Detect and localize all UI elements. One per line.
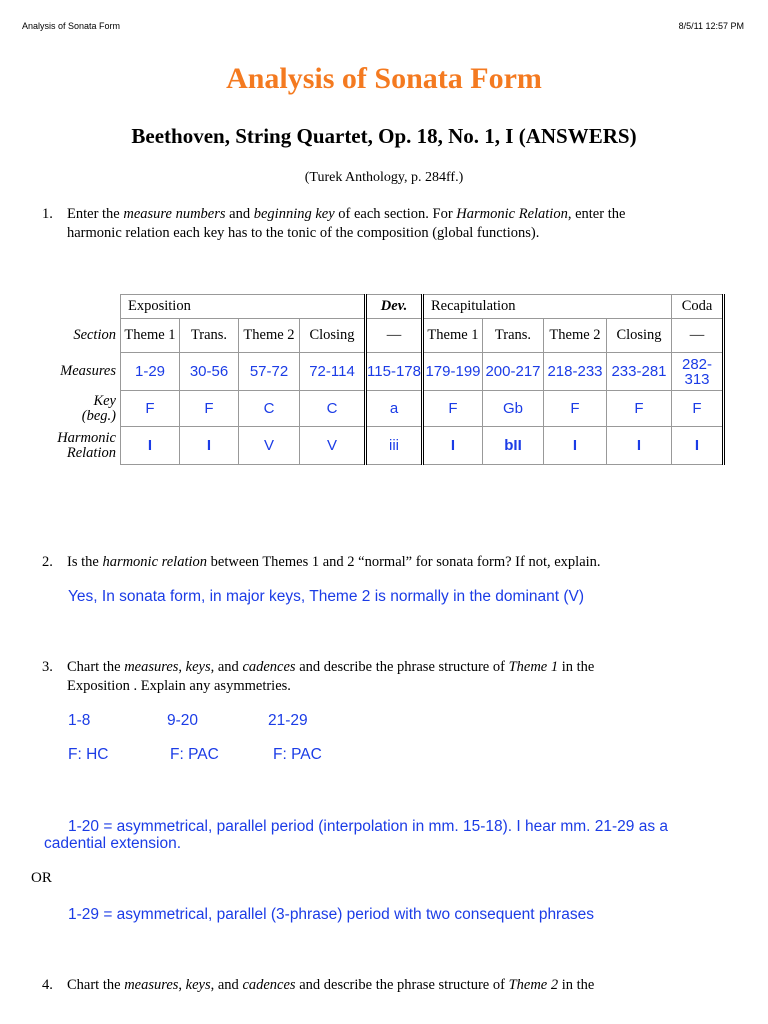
q1-text-0: Enter the <box>67 206 124 222</box>
row-label-measures: Measures <box>60 363 116 379</box>
key-cell: F <box>180 391 239 427</box>
q4-text-6: and describe the phrase structure of <box>295 977 509 993</box>
q4-text-1: measures <box>124 977 179 993</box>
group-exposition: Exposition <box>121 295 366 319</box>
q3-answer-b: 1-29 = asymmetrical, parallel (3-phrase) period with two consequent phrases <box>68 906 594 923</box>
section-cell: Theme 2 <box>544 319 607 353</box>
q4-text-5: cadences <box>242 977 296 993</box>
measures-cell: 72-114 <box>300 353 366 391</box>
key-cell: F <box>607 391 672 427</box>
q3-text-8: in the <box>558 659 595 675</box>
q4-text-0: Chart the <box>67 977 125 993</box>
q3-measure-3: 21-29 <box>268 712 308 729</box>
q1-text-line2: harmonic relation each key has to the tonic of the composition (global functions). <box>67 225 540 241</box>
key-cell: C <box>300 391 366 427</box>
section-cell: Closing <box>607 319 672 353</box>
row-label-key: Key (beg.) <box>81 392 116 424</box>
question-2 <box>42 553 601 572</box>
question-2-number: 2. <box>42 554 53 570</box>
group-development: Dev. <box>366 295 423 319</box>
or-label: OR <box>31 870 52 886</box>
key-cell: F <box>423 391 483 427</box>
key-cell: a <box>366 391 423 427</box>
harmonic-cell: V <box>239 427 300 465</box>
measures-cell: 1-29 <box>121 353 180 391</box>
q1-text-1: measure numbers <box>123 206 226 222</box>
measures-cell: 57-72 <box>239 353 300 391</box>
section-cell: — <box>672 319 724 353</box>
q3-measure-1: 1-8 <box>68 712 91 729</box>
header-doc-title: Analysis of Sonata Form <box>22 21 121 31</box>
key-cell: F <box>121 391 180 427</box>
harmonic-cell: I <box>180 427 239 465</box>
q3-cadence-2: F: PAC <box>170 746 219 763</box>
section-cell: Theme 1 <box>423 319 483 353</box>
q2-text-2: between Themes 1 and 2 “normal” for sonata form? If not, explain. <box>207 554 601 570</box>
harmonic-cell: iii <box>366 427 423 465</box>
question-4-number: 4. <box>42 977 53 993</box>
section-cell: — <box>366 319 423 353</box>
harmonic-cell: I <box>121 427 180 465</box>
harmonic-cell: bII <box>483 427 544 465</box>
q1-text-3: beginning key <box>253 206 335 222</box>
question-3 <box>42 658 594 696</box>
group-recapitulation: Recapitulation <box>423 295 672 319</box>
q3-text-7: Theme 1 <box>508 659 559 675</box>
key-cell: C <box>239 391 300 427</box>
anthology-reference: (Turek Anthology, p. 284ff.) <box>304 170 464 185</box>
section-cell: Trans. <box>483 319 544 353</box>
q3-text-4: , and <box>210 659 243 675</box>
q4-text-8: in the <box>558 977 595 993</box>
q2-answer: Yes, In sonata form, in major keys, Theme 2 is normally in the dominant (V) <box>68 588 585 605</box>
q4-text-4: , and <box>210 977 243 993</box>
group-coda: Coda <box>672 295 724 319</box>
sonata-form-table <box>38 294 731 465</box>
question-1-number: 1. <box>42 206 53 222</box>
section-cell: Theme 2 <box>239 319 300 353</box>
q3-answer-a-line2: cadential extension. <box>44 835 182 852</box>
q4-text-7: Theme 2 <box>508 977 559 993</box>
q4-text-2: , <box>178 977 186 993</box>
question-1 <box>42 205 625 243</box>
q1-text-2: and <box>225 206 254 222</box>
q2-text-0: Is the <box>67 554 103 570</box>
q3-text-0: Chart the <box>67 659 125 675</box>
measures-cell: 282-313 <box>672 353 724 391</box>
measures-cell: 218-233 <box>544 353 607 391</box>
q2-text-1: harmonic relation <box>102 554 208 570</box>
q1-text-5: Harmonic Relation <box>456 206 568 222</box>
measures-cell: 200-217 <box>483 353 544 391</box>
q3-cadence-1: F: HC <box>68 746 109 763</box>
key-cell: F <box>672 391 724 427</box>
q3-text-2: , <box>178 659 186 675</box>
q3-text-6: and describe the phrase structure of <box>295 659 509 675</box>
key-cell: Gb <box>483 391 544 427</box>
question-4 <box>42 976 594 995</box>
q3-text-1: measures <box>124 659 179 675</box>
q3-measure-2: 9-20 <box>167 712 199 729</box>
q4-text-3: keys <box>185 977 211 993</box>
measures-cell: 179-199 <box>423 353 483 391</box>
row-label-harmonic: Harmonic Relation <box>57 429 116 461</box>
harmonic-cell: I <box>544 427 607 465</box>
q3-cadence-3: F: PAC <box>273 746 322 763</box>
harmonic-cell: I <box>607 427 672 465</box>
q3-text-line2: Exposition . Explain any asymmetries. <box>67 678 291 694</box>
section-cell: Theme 1 <box>121 319 180 353</box>
q1-text-6: , enter the <box>567 206 626 222</box>
harmonic-cell: I <box>423 427 483 465</box>
q1-text-4: of each section. For <box>334 206 457 222</box>
measures-cell: 115-178 <box>366 353 423 391</box>
q3-answer-a-line1: 1-20 = asymmetrical, parallel period (interpolation in mm. 15-18). I hear mm. 21-29 as a <box>68 818 669 835</box>
question-3-number: 3. <box>42 659 53 675</box>
measures-cell: 30-56 <box>180 353 239 391</box>
q3-text-5: cadences <box>242 659 296 675</box>
page-subtitle: Beethoven, String Quartet, Op. 18, No. 1, I (ANSWERS) <box>131 124 637 148</box>
header-timestamp: 8/5/11 12:57 PM <box>678 21 744 31</box>
page-title: Analysis of Sonata Form <box>226 62 542 95</box>
row-label-section: Section <box>73 327 116 343</box>
q3-text-3: keys <box>185 659 211 675</box>
harmonic-cell: I <box>672 427 724 465</box>
measures-cell: 233-281 <box>607 353 672 391</box>
section-cell: Trans. <box>180 319 239 353</box>
section-cell: Closing <box>300 319 366 353</box>
harmonic-cell: V <box>300 427 366 465</box>
key-cell: F <box>544 391 607 427</box>
